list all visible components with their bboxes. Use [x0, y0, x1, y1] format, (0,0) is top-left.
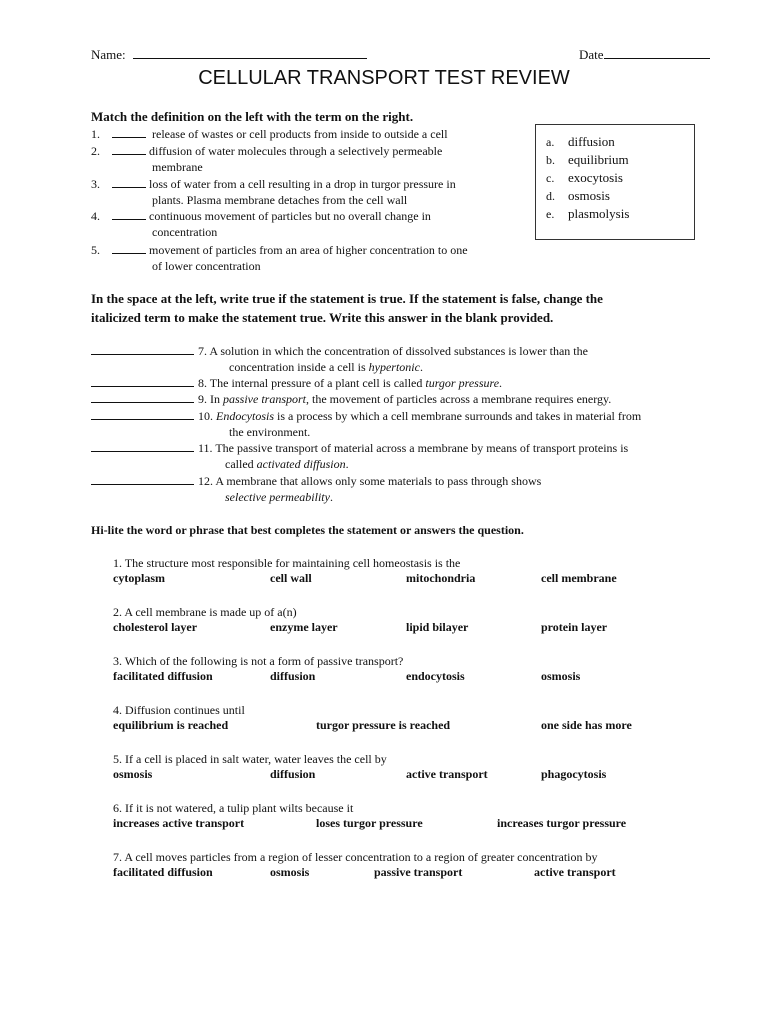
- term-a: a. diffusion: [546, 134, 615, 149]
- choice-option[interactable]: active transport: [406, 767, 488, 781]
- matching-item-4: 4. continuous movement of particles but no overall change in: [91, 209, 431, 223]
- answer-blank[interactable]: [91, 473, 194, 485]
- choice-option[interactable]: cell wall: [270, 571, 312, 585]
- choice-option[interactable]: osmosis: [270, 865, 310, 879]
- answer-blank[interactable]: [91, 343, 194, 355]
- answer-blank[interactable]: [112, 242, 146, 254]
- choice-option[interactable]: lipid bilayer: [406, 620, 469, 634]
- choice-option[interactable]: equilibrium is reached: [113, 718, 229, 732]
- matching-item-2-cont: membrane: [152, 160, 203, 174]
- matching-instructions: Match the definition on the left with the term on the right.: [91, 109, 414, 124]
- choice-option[interactable]: mitochondria: [406, 571, 476, 585]
- question-text: 6. If it is not watered, a tulip plant wilts because it: [113, 801, 354, 815]
- italic-term: activated diffusion: [256, 457, 346, 471]
- answer-blank[interactable]: [91, 408, 194, 420]
- answer-blank[interactable]: [112, 176, 146, 188]
- choice-option[interactable]: cytoplasm: [113, 571, 165, 585]
- tf-item-12-cont: selective permeability.: [225, 490, 333, 504]
- name-label: Name:: [91, 47, 126, 62]
- matching-item-4-cont: concentration: [152, 225, 218, 239]
- tf-item-10-cont: the environment.: [229, 425, 311, 439]
- tf-instructions-line1: In the space at the left, write true if the statement is true. If the statement is false, change the: [91, 291, 603, 306]
- italic-term: selective permeability: [225, 490, 330, 504]
- answer-blank[interactable]: [91, 375, 194, 387]
- choice-option[interactable]: cell membrane: [541, 571, 617, 585]
- tf-item-11-cont: called activated diffusion.: [225, 457, 349, 471]
- answer-blank[interactable]: [91, 391, 194, 403]
- italic-term: passive transport: [223, 392, 307, 406]
- choice-option[interactable]: active transport: [534, 865, 616, 879]
- date-blank[interactable]: [604, 46, 710, 59]
- choice-option[interactable]: passive transport: [374, 865, 463, 879]
- choice-option[interactable]: loses turgor pressure: [316, 816, 423, 830]
- tf-item-8: 8. The internal pressure of a plant cell is called turgor pressure.: [91, 375, 502, 391]
- choice-option[interactable]: increases turgor pressure: [497, 816, 627, 830]
- matching-item-3: 3. loss of water from a cell resulting in a drop in turgor pressure in: [91, 177, 456, 191]
- choice-option[interactable]: turgor pressure is reached: [316, 718, 451, 732]
- name-field[interactable]: [91, 46, 367, 63]
- question-text: 1. The structure most responsible for maintaining cell homeostasis is the: [113, 556, 461, 570]
- date-field[interactable]: [579, 46, 710, 63]
- choice-option[interactable]: osmosis: [541, 669, 581, 683]
- choice-option[interactable]: protein layer: [541, 620, 608, 634]
- tf-item-10: 10. Endocytosis is a process by which a cell membrane surrounds and takes in material from: [91, 408, 641, 424]
- choice-option[interactable]: facilitated diffusion: [113, 669, 213, 683]
- italic-term: Endocytosis: [216, 409, 274, 423]
- question-text: 5. If a cell is placed in salt water, water leaves the cell by: [113, 752, 387, 766]
- italic-term: hypertonic: [368, 360, 420, 374]
- tf-item-7: 7. A solution in which the concentration of dissolved substances is lower than the: [91, 343, 588, 359]
- terms-box: [535, 124, 695, 240]
- mc-instructions: Hi-lite the word or phrase that best completes the statement or answers the question.: [91, 523, 524, 537]
- tf-instructions-line2: italicized term to make the statement true. Write this answer in the blank provided.: [91, 310, 554, 325]
- term-c: c. exocytosis: [546, 170, 623, 185]
- matching-item-2: 2. diffusion of water molecules through a selectively permeable: [91, 144, 443, 158]
- italic-term: turgor pressure: [425, 376, 500, 390]
- tf-item-12: 12. A membrane that allows only some materials to pass through shows: [91, 473, 541, 489]
- page-title: CELLULAR TRANSPORT TEST REVIEW: [198, 67, 570, 89]
- choice-option[interactable]: one side has more: [541, 718, 632, 732]
- answer-blank[interactable]: [112, 208, 146, 220]
- choice-option[interactable]: diffusion: [270, 669, 316, 683]
- question-text: 2. A cell membrane is made up of a(n): [113, 605, 297, 619]
- date-label: Date: [579, 47, 604, 62]
- choice-option[interactable]: diffusion: [270, 767, 316, 781]
- question-text: 4. Diffusion continues until: [113, 703, 245, 717]
- matching-item-5-cont: of lower concentration: [152, 259, 261, 273]
- term-e: e. plasmolysis: [546, 206, 630, 221]
- answer-blank[interactable]: [91, 440, 194, 452]
- choice-option[interactable]: endocytosis: [406, 669, 465, 683]
- tf-item-7-cont: concentration inside a cell is hypertonic.: [229, 360, 423, 374]
- name-blank[interactable]: [133, 46, 367, 59]
- matching-item-3-cont: plants. Plasma membrane detaches from the cell wall: [152, 193, 408, 207]
- choice-option[interactable]: facilitated diffusion: [113, 865, 213, 879]
- matching-item-1: 1. release of wastes or cell products from inside to outside a cell: [91, 127, 448, 141]
- term-b: b. equilibrium: [546, 152, 629, 167]
- answer-blank[interactable]: [112, 143, 146, 155]
- choice-option[interactable]: osmosis: [113, 767, 153, 781]
- question-text: 7. A cell moves particles from a region of lesser concentration to a region of greater concentration by: [113, 850, 598, 864]
- choice-option[interactable]: phagocytosis: [541, 767, 607, 781]
- answer-blank[interactable]: [112, 126, 146, 138]
- term-d: d. osmosis: [546, 188, 610, 203]
- tf-item-11: 11. The passive transport of material across a membrane by means of transport proteins is: [91, 440, 628, 456]
- choice-option[interactable]: cholesterol layer: [113, 620, 198, 634]
- choice-option[interactable]: enzyme layer: [270, 620, 338, 634]
- choice-option[interactable]: increases active transport: [113, 816, 245, 830]
- tf-item-9: 9. In passive transport, the movement of particles across a membrane requires energy.: [91, 391, 611, 407]
- matching-item-5: 5. movement of particles from an area of higher concentration to one: [91, 243, 468, 257]
- question-text: 3. Which of the following is not a form of passive transport?: [113, 654, 404, 668]
